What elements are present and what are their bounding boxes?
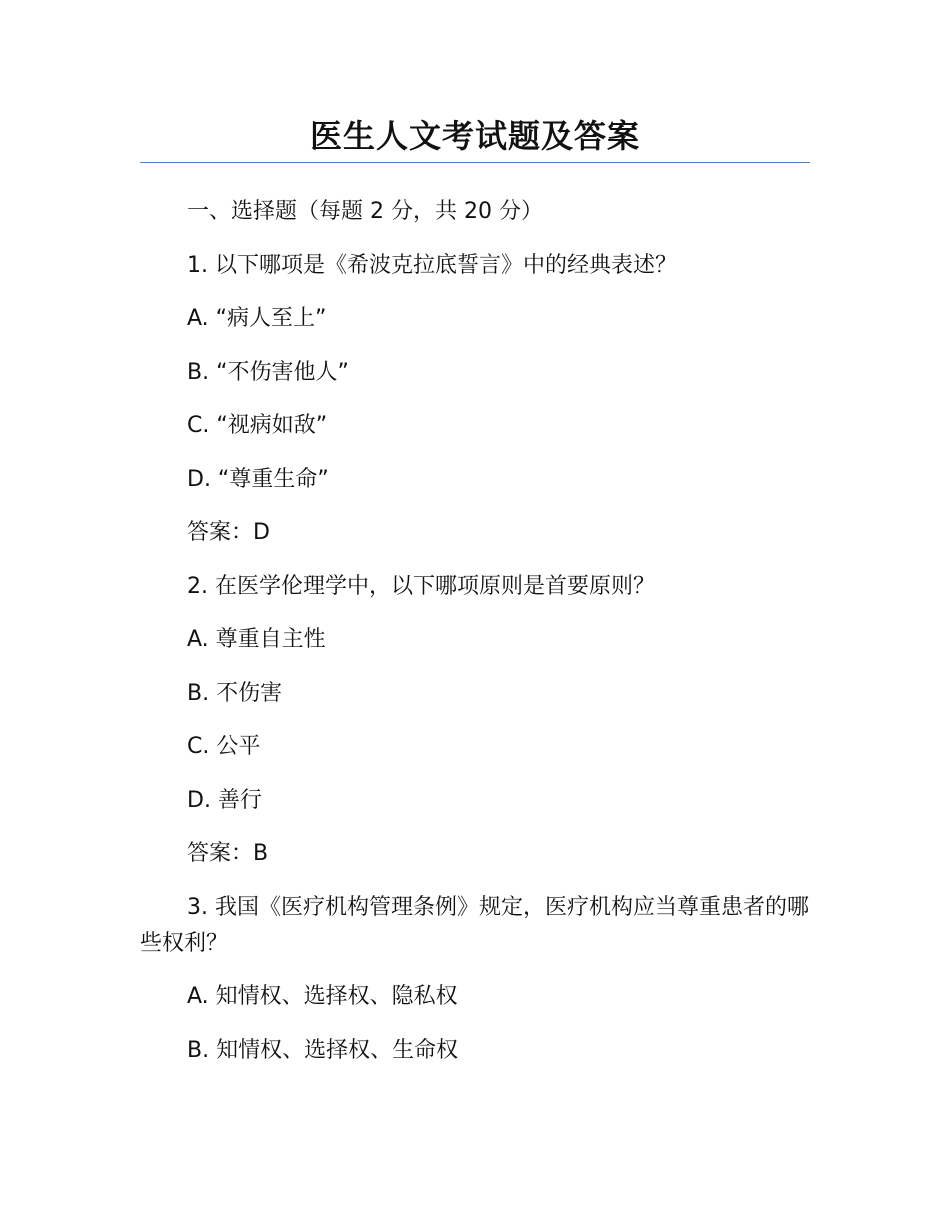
title-divider: [140, 162, 810, 163]
q1-option-a: A. “病人至上”: [187, 306, 327, 331]
section-heading: 一、选择题（每题 2 分，共 20 分）: [187, 199, 543, 224]
q1-option-d: D. “尊重生命”: [187, 466, 329, 492]
q2-option-b: B. 不伤害: [187, 680, 283, 706]
question-1: 1. 以下哪项是《希波克拉底誓言》中的经典表述？: [187, 252, 677, 278]
document-body: [140, 194, 810, 1086]
q1-answer: 答案：D: [187, 520, 270, 545]
q1-option-b: B. “不伤害他人”: [187, 359, 349, 385]
question-2: 2. 在医学伦理学中，以下哪项原则是首要原则？: [187, 573, 655, 599]
q1-option-c: C. “视病如敌”: [187, 413, 328, 438]
q2-option-c: C. 公平: [187, 734, 261, 759]
q2-option-a: A. 尊重自主性: [187, 627, 326, 652]
q3-option-b: B. 知情权、选择权、生命权: [187, 1037, 459, 1063]
q2-option-d: D. 善行: [187, 787, 262, 813]
document-title: 医生人文考试题及答案: [309, 117, 640, 155]
q3-option-a: A. 知情权、选择权、隐私权: [187, 984, 458, 1009]
q2-answer: 答案：B: [187, 841, 269, 866]
question-3: 3. 我国《医疗机构管理条例》规定，医疗机构应当尊重患者的哪些权利？: [140, 894, 809, 956]
